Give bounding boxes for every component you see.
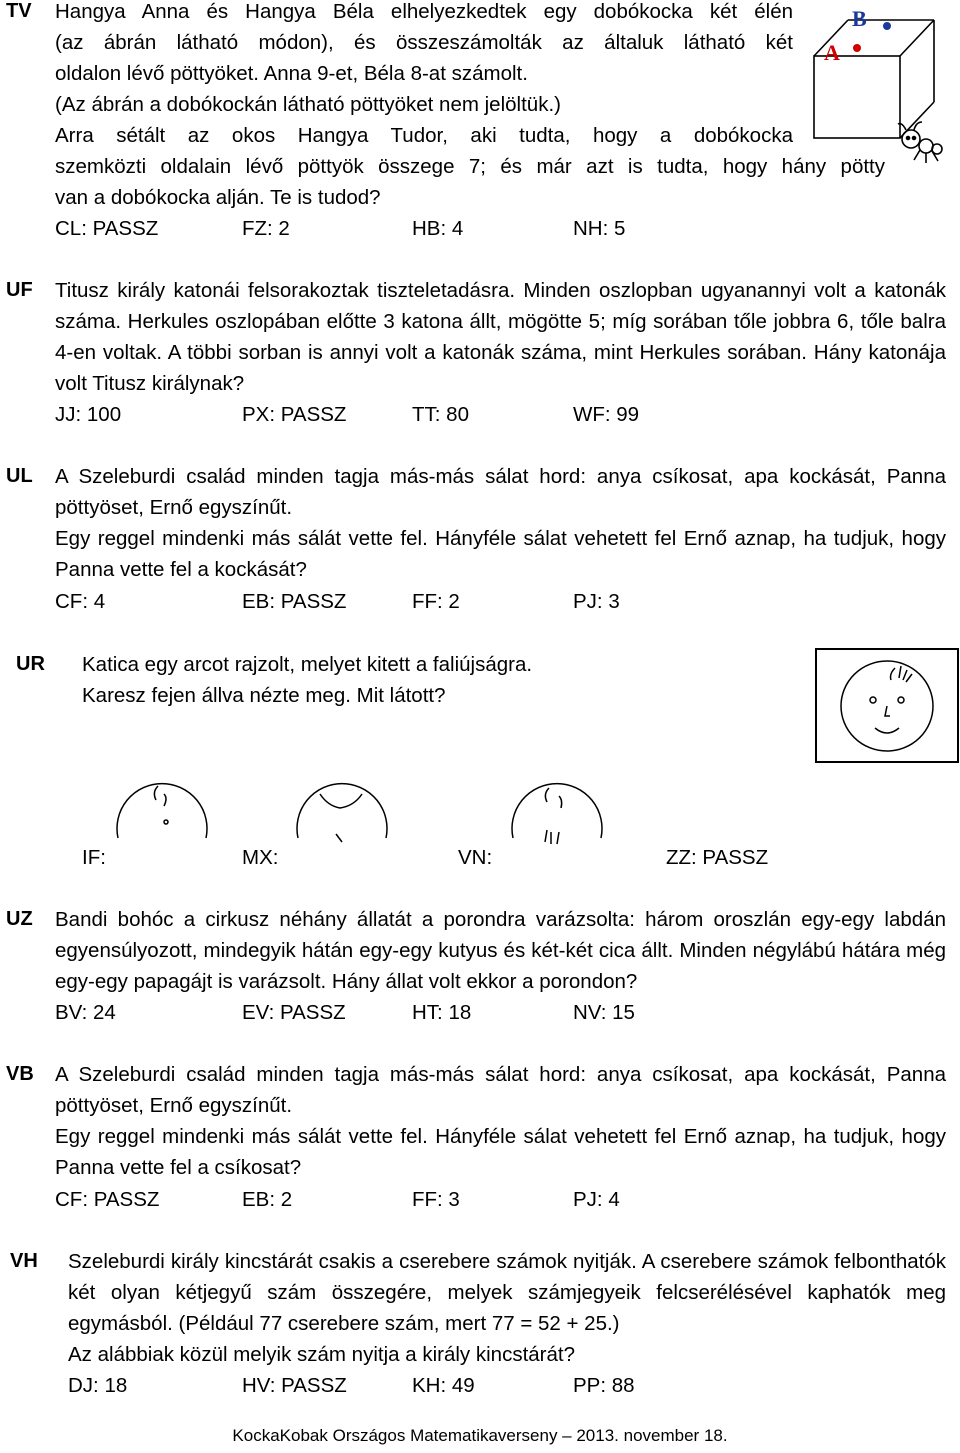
problem-code-uz: UZ — [6, 908, 33, 930]
problem-code-ul: UL — [6, 465, 33, 487]
tv-line-1: Hangya Anna és Hangya Béla elhelyezkedtek egy dobókocka két élén — [55, 0, 793, 23]
tv-line-7: van a dobókocka alján. Te is tudod? — [55, 186, 381, 209]
dice-cube-figure — [810, 8, 960, 168]
problem-text-vb-2: Egy reggel mindenki más sálát vette fel. Hányféle sálat vehetett fel Ernő aznap, ha tudjuk, hogy Panna vette fel a csíkosat? — [55, 1125, 946, 1179]
problem-text-ul-1: A Szeleburdi család minden tagja más-más sálat hord: anya csíkosat, apa kockását, Panna pöttyöset, Ernő egyszínűt. — [55, 465, 946, 519]
answer-option[interactable]: CF: 4 — [55, 590, 106, 613]
answer-option[interactable]: FF: 2 — [412, 590, 460, 613]
answer-option[interactable]: HT: 18 — [412, 1001, 472, 1024]
problem-text-uf: Titusz király katonái felsorakoztak tiszteletadásra. Minden oszlopban ugyanannyi volt a katonák száma. Herkules oszlopában előtte 3 katona állt, mögötte 5; míg sorában tőle jobbra 6, tőle balra 4-en voltak. A többi sorban is annyi volt a katonák száma, mint Herkules sorában. Hány katonája volt Titusz királynak? — [55, 279, 946, 395]
problem-code-tv: TV — [6, 0, 32, 22]
answer-option[interactable]: VN: — [458, 846, 493, 869]
problem-text-tv — [55, 0, 885, 213]
answer-option[interactable]: NH: 5 — [573, 217, 626, 240]
page-footer: KockaKobak Országos Matematikaverseny – 2013. november 18. — [232, 1426, 728, 1445]
answer-option[interactable]: BV: 24 — [55, 1001, 116, 1024]
face-option-3 — [505, 766, 609, 852]
tv-line-3: oldalon lévő pöttyöket. Anna 9-et, Béla 8-at számolt. — [55, 62, 528, 85]
problem-code-vb: VB — [6, 1063, 34, 1085]
answer-option[interactable]: PX: PASSZ — [242, 403, 347, 426]
answer-option[interactable]: IF: — [82, 846, 106, 869]
answer-option[interactable]: HV: PASSZ — [242, 1374, 347, 1397]
cube-label-a: A — [824, 40, 840, 65]
answer-option[interactable]: CF: PASSZ — [55, 1188, 160, 1211]
ant-b-dot — [883, 22, 891, 30]
answer-option[interactable]: KH: 49 — [412, 1374, 475, 1397]
problem-code-ur: UR — [16, 653, 45, 675]
answer-option[interactable]: ZZ: PASSZ — [666, 846, 769, 869]
problem-text-vb-1: A Szeleburdi család minden tagja más-más sálat hord: anya csíkosat, apa kockását, Panna pöttyöset, Ernő egyszínűt. — [55, 1063, 946, 1117]
ant-icon — [898, 122, 942, 163]
face-option-2 — [290, 766, 394, 852]
ant-a-dot — [853, 44, 861, 52]
answer-option[interactable]: NV: 15 — [573, 1001, 635, 1024]
answer-option[interactable]: HB: 4 — [412, 217, 464, 240]
problem-text-vh: Szeleburdi király kincstárát csakis a cserebere számok nyitják. A cserebere számok felbonthatók két olyan kétjegyű szám összegére, melyek számjegyeik felcserélésével kaphatók meg egymásból. (Például 77 cserebere szám, mert 77 = 52 + 25.) — [68, 1250, 946, 1335]
answer-option[interactable]: JJ: 100 — [55, 403, 122, 426]
answer-option[interactable]: DJ: 18 — [68, 1374, 128, 1397]
answer-option[interactable]: FF: 3 — [412, 1188, 460, 1211]
answer-option[interactable]: PJ: 3 — [573, 590, 620, 613]
tv-line-2: (az ábrán látható módon), és összeszámolták az általuk látható két — [55, 31, 793, 54]
answer-option[interactable]: CL: PASSZ — [55, 217, 159, 240]
answer-option[interactable]: EV: PASSZ — [242, 1001, 346, 1024]
answer-option[interactable]: WF: 99 — [573, 403, 640, 426]
problem-text-ur — [82, 649, 782, 711]
ur-line-1: Katica egy arcot rajzolt, melyet kitett a faliújságra. — [82, 653, 533, 676]
answer-option[interactable]: PP: 88 — [573, 1374, 635, 1397]
tv-line-4: (Az ábrán a dobókockán látható pöttyöket nem jelöltük.) — [55, 93, 561, 116]
problem-text-uz: Bandi bohóc a cirkusz néhány állatát a porondra varázsolta: három oroszlán egy-egy labdán egyensúlyozott, mindegyik hátán egy-egy kutyus és két-két cica állt. Minden négylábú hátára még egy-egy papagájt is varázsolt. Hány állat volt ekkor a porondon? — [55, 908, 946, 993]
answer-option[interactable]: TT: 80 — [412, 403, 469, 426]
answer-option[interactable]: PJ: 4 — [573, 1188, 620, 1211]
tv-line-5: Arra sétált az okos Hangya Tudor, aki tudta, hogy a dobókocka — [55, 124, 793, 147]
problem-code-vh: VH — [10, 1250, 38, 1272]
problem-text-ul-2: Egy reggel mindenki más sálát vette fel. Hányféle sálat vehetett fel Ernő aznap, ha tudjuk, hogy Panna vette fel a kockását? — [55, 527, 946, 581]
cube-label-b: B — [852, 6, 867, 31]
ur-line-2: Karesz fejen állva nézte meg. Mit látott? — [82, 684, 446, 707]
face-option-1 — [110, 766, 214, 852]
tv-line-6: szemközti oldalain lévő pöttyök összege 7; és már azt is tudta, hogy hány pötty — [55, 155, 885, 178]
problem-text-vh-2: Az alábbiak közül melyik szám nyitja a király kincstárát? — [68, 1343, 575, 1366]
face-drawing — [815, 648, 960, 764]
answer-option[interactable]: EB: 2 — [242, 1188, 293, 1211]
problem-code-uf: UF — [6, 279, 33, 301]
answer-option[interactable]: MX: — [242, 846, 279, 869]
answer-option[interactable]: FZ: 2 — [242, 217, 290, 240]
answer-option[interactable]: EB: PASSZ — [242, 590, 347, 613]
